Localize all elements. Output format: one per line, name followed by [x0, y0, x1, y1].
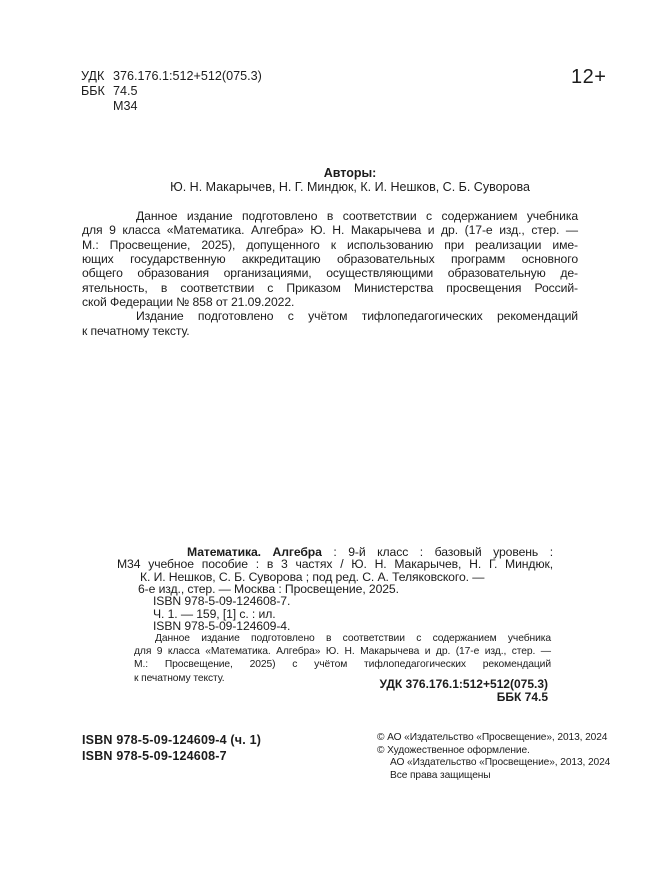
- age-rating-badge: 12+: [571, 66, 607, 88]
- copyright-block: [377, 732, 622, 783]
- note-line: для 9 класса «Математика. Алгебра» Ю. Н. Макарычева и др. (17-е изд., стер. —: [134, 646, 551, 658]
- catalog-title-rest: : 9-й класс : базовый уровень :: [321, 545, 553, 559]
- author-sign-row: [81, 99, 262, 114]
- author-sign: М34: [113, 99, 138, 113]
- catalog-part-line: Ч. 1. — 159, [1] с. : ил.: [153, 606, 276, 621]
- note-line: Данное издание подготовлено в соответствии с содержанием учебника: [155, 633, 551, 644]
- udk-label: УДК: [81, 69, 105, 83]
- copyright-design-publisher: АО «Издательство «Просвещение», 2013, 2024: [390, 757, 611, 769]
- bbk-label: ББК: [81, 84, 105, 98]
- annotation-line: ющих государственную аккредитацию образовательных программ основного: [82, 251, 578, 266]
- catalog-udc-bbk: [134, 678, 548, 703]
- catalog-author-sign: М34: [117, 557, 141, 572]
- authors-heading: Авторы:: [323, 166, 377, 180]
- isbn-full-number: ISBN 978-5-09-124608-7: [82, 749, 227, 763]
- annotation-line: общего образования организациями, осуществляющими образовательную де-: [82, 266, 578, 281]
- catalog-isbn-line: ISBN 978-5-09-124608-7.: [153, 594, 291, 609]
- udk-value: 376.176.1:512+512(075.3): [113, 69, 262, 83]
- authors-names: Ю. Н. Макарычев, Н. Г. Миндюк, К. И. Нешков, С. Б. Суворова: [170, 180, 530, 195]
- note-line: к печатному тексту.: [134, 672, 225, 684]
- copyright-rights-reserved: Все права защищены: [390, 770, 491, 782]
- catalog-line-text: учебное пособие : в 3 частях / Ю. Н. Макарычев, Н. Г. Миндюк,: [148, 557, 553, 572]
- catalog-card: [117, 546, 553, 632]
- catalog-bbk: ББК 74.5: [496, 689, 548, 704]
- annotation-line: Издание подготовлено с учётом тифлопедагогических рекомендаций: [136, 309, 578, 324]
- author-sign-spacer: [81, 99, 113, 114]
- copyright-design: © Художественное оформление.: [377, 744, 530, 756]
- catalog-line: [117, 558, 553, 570]
- catalog-line: К. И. Нешков, С. Б. Суворова ; под ред. С. А. Теляковского. —: [140, 569, 485, 584]
- annotation-line: ской Федерации № 858 от 21.09.2022.: [82, 294, 295, 309]
- annotation-line: ятельность, в соответствии с Приказом Министерства просвещения Россий-: [82, 280, 578, 295]
- annotation-line: к печатному тексту.: [82, 323, 190, 338]
- bbk-row: [81, 84, 262, 99]
- catalog-line: 6-е изд., стер. — Москва : Просвещение, 2025.: [138, 582, 399, 597]
- catalog-udk: УДК 376.176.1:512+512(075.3): [379, 677, 548, 691]
- isbn-block: [82, 732, 261, 764]
- catalog-isbn-line: ISBN 978-5-09-124609-4.: [153, 619, 291, 634]
- edition-annotation: [82, 209, 578, 338]
- book-title: Математика. Алгебра: [187, 545, 322, 559]
- annotation-line: М.: Просвещение, 2025), допущенного к использованию при реализации име-: [82, 237, 578, 252]
- authors-section: [82, 166, 578, 195]
- annotation-line: Данное издание подготовлено в соответствии с содержанием учебника: [136, 209, 578, 223]
- copyright-publisher: © АО «Издательство «Просвещение», 2013, 2024: [377, 732, 608, 743]
- udk-row: [81, 69, 262, 84]
- bbk-value: 74.5: [113, 84, 138, 98]
- annotation-line: для 9 класса «Математика. Алгебра» Ю. Н. Макарычева и др. (17-е изд., стер. —: [82, 223, 578, 238]
- isbn-part-number: ISBN 978-5-09-124609-4 (ч. 1): [82, 733, 262, 747]
- udc-bbk-block: [81, 69, 262, 114]
- note-line: М.: Просвещение, 2025) с учётом тифлопедагогических рекомендаций: [134, 659, 551, 671]
